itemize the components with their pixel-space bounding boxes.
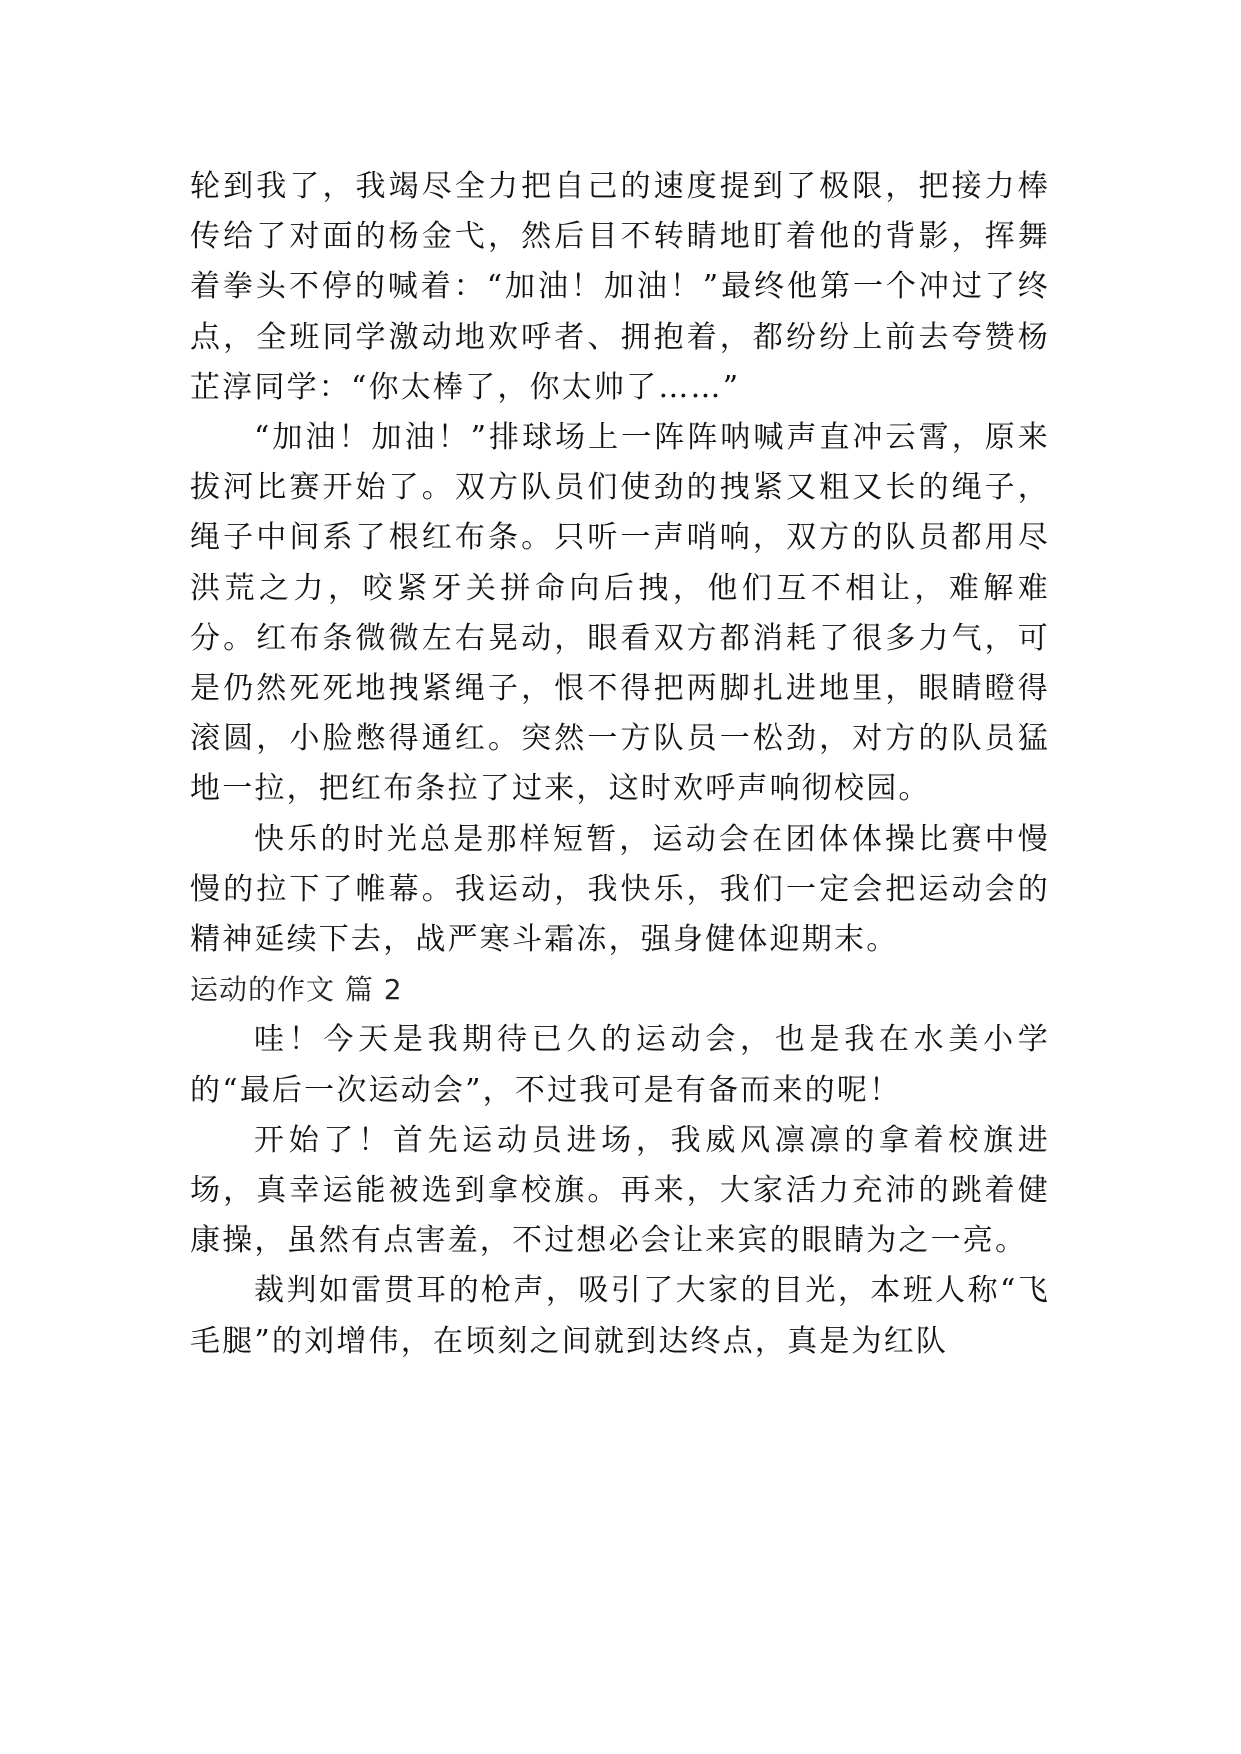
paragraph-intro: 哇！今天是我期待已久的运动会，也是我在水美小学的“最后一次运动会”，不过我可是有备而来的呢！ [190,1022,1050,1108]
paragraph-tug-of-war: “加油！加油！”排球场上一阵阵呐喊声直冲云霄，原来拔河比赛开始了。双方队员们使劲的拽紧又粗又长的绳子，绳子中间系了根红布条。只听一声哨响，双方的队员都用尽洪荒之力，咬紧牙关拼命向后拽，他们互不相让，难解难分。红布条微微左右晃动，眼看双方都消耗了很多力气，可是仍然死死地拽紧绳子，恨不得把两脚扎进地里，眼睛瞪得滚圆，小脸憋得通红。突然一方队员一松劲，对方的队员猛地一拉，把红布条拉了过来，这时欢呼声响彻校园。 [190,420,1050,807]
paragraph-relay: 轮到我了，我竭尽全力把自己的速度提到了极限，把接力棒传给了对面的杨金弋，然后目不转睛地盯着他的背影，挥舞着拳头不停的喊着：“加油！加油！”最终他第一个冲过了终点，全班同学激动地欢呼者、拥抱着，都纷纷上前去夸赞杨芷淳同学：“你太棒了，你太帅了……” [190,169,1050,405]
document-body [190,162,1050,1367]
paragraph-opening: 开始了！首先运动员进场，我威风凛凛的拿着校旗进场，真幸运能被选到拿校旗。再来，大家活力充沛的跳着健康操，虽然有点害羞，不过想必会让来宾的眼睛为之一亮。 [190,1122,1050,1259]
paragraph-race: 裁判如雷贯耳的枪声，吸引了大家的目光，本班人称“飞毛腿”的刘增伟，在顷刻之间就到达终点，真是为红队 [190,1273,1050,1359]
paragraph-closing: 快乐的时光总是那样短暂，运动会在团体体操比赛中慢慢的拉下了帷幕。我运动，我快乐，我们一定会把运动会的精神延续下去，战严寒斗霜冻，强身健体迎期末。 [190,821,1050,958]
section-heading: 运动的作文 篇 2 [190,973,403,1007]
